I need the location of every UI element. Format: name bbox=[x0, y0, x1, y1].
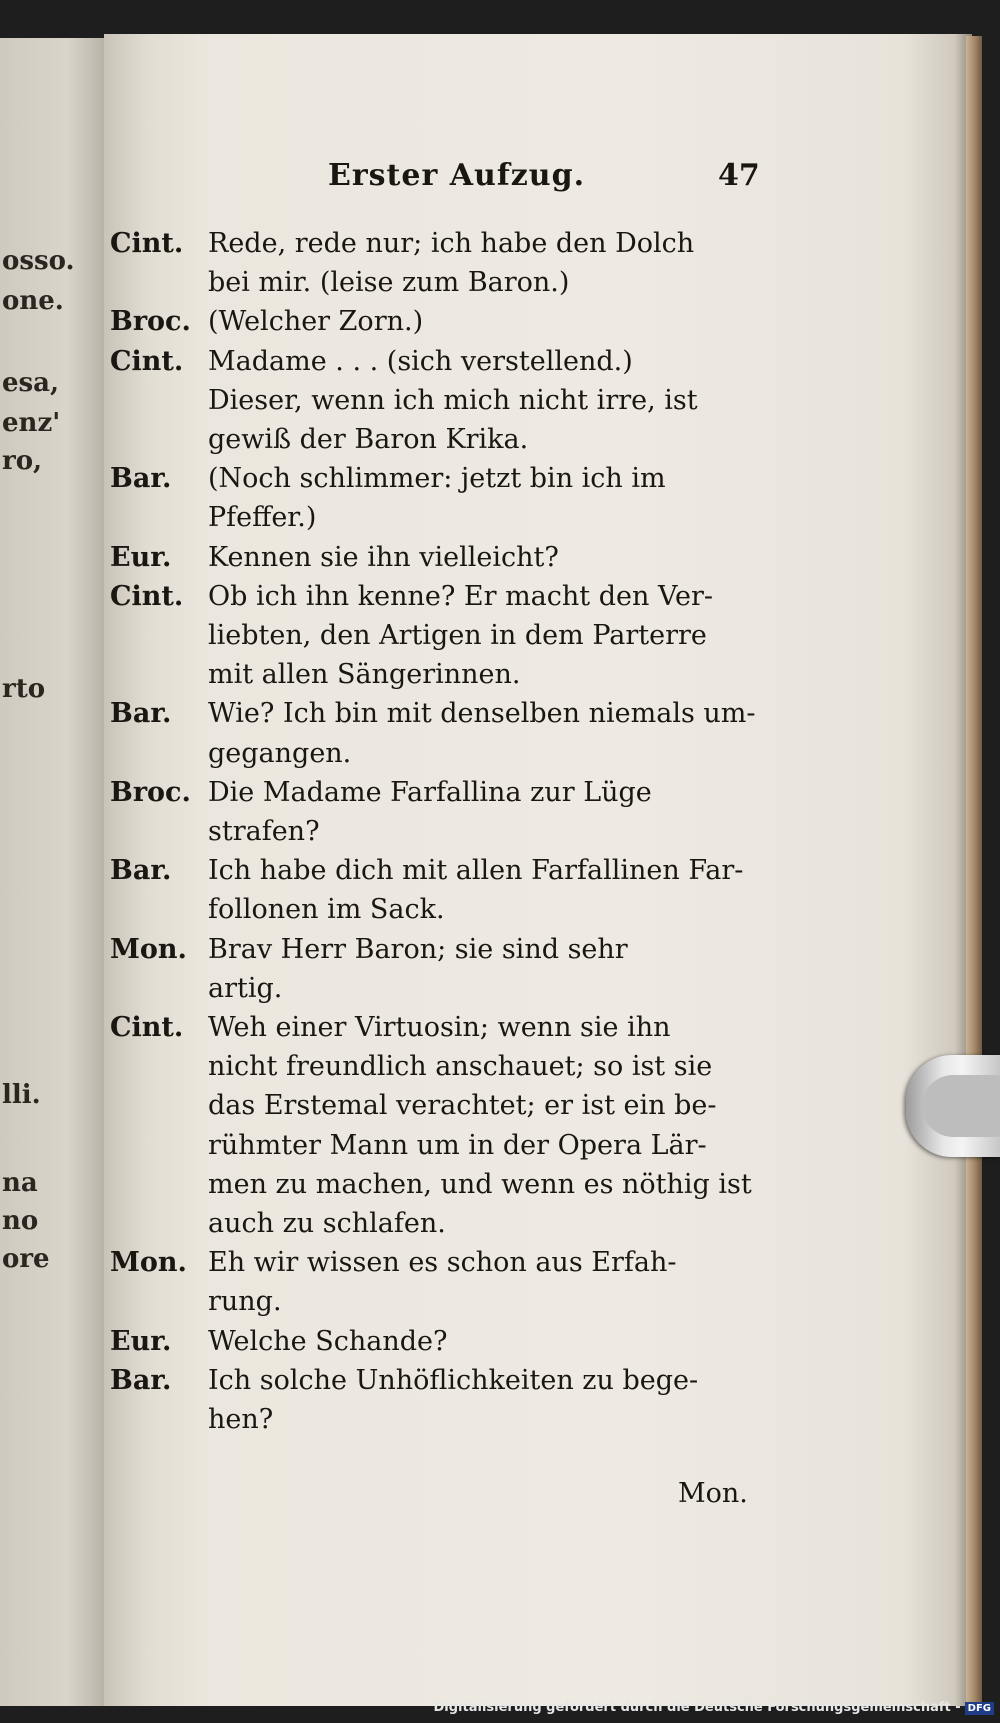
left-page-fragment: lli. bbox=[2, 1080, 41, 1110]
text-line bbox=[110, 1247, 820, 1287]
line-text: Brav Herr Baron; sie sind sehr bbox=[208, 933, 628, 965]
speaker-label: Eur. bbox=[110, 541, 172, 573]
text-line bbox=[110, 1365, 820, 1405]
line-text: Eh wir wissen es schon aus Erfah- bbox=[208, 1247, 677, 1279]
speaker-label: Mon. bbox=[110, 933, 187, 965]
text-line bbox=[110, 267, 820, 307]
left-page-fragment: enz' bbox=[2, 408, 61, 438]
text-line bbox=[110, 306, 820, 346]
text-line bbox=[110, 777, 820, 817]
speaker-label: Broc. bbox=[110, 306, 191, 338]
line-text: bei mir. (leise zum Baron.) bbox=[208, 267, 570, 299]
line-text: (Noch schlimmer: jetzt bin ich im bbox=[208, 463, 666, 495]
left-page-fragment: ore bbox=[2, 1244, 50, 1274]
catchword: Mon. bbox=[678, 1478, 748, 1509]
line-text: liebten, den Artigen in dem Parterre bbox=[208, 620, 707, 651]
text-line bbox=[110, 228, 820, 268]
text-line bbox=[110, 542, 820, 582]
line-text: das Erstemal verachtet; er ist ein be- bbox=[208, 1090, 717, 1122]
text-line bbox=[110, 894, 820, 934]
text-line bbox=[110, 698, 820, 738]
text-line bbox=[110, 934, 820, 974]
line-text: hen? bbox=[208, 1404, 274, 1435]
left-page-fragment: osso. bbox=[2, 246, 75, 276]
line-text: follonen im Sack. bbox=[208, 894, 445, 926]
line-text: Ich solche Unhöflichkeiten zu bege- bbox=[208, 1364, 699, 1396]
dfg-logo: DFG bbox=[965, 1702, 994, 1715]
speaker-label: Bar. bbox=[110, 855, 172, 887]
line-text: auch zu schlafen. bbox=[208, 1208, 446, 1239]
left-page-fragment: na bbox=[2, 1168, 38, 1198]
text-line bbox=[110, 424, 820, 464]
speaker-label: Eur. bbox=[110, 1325, 172, 1357]
left-page-fragment: no bbox=[2, 1206, 39, 1236]
line-text: Welche Schande? bbox=[208, 1325, 448, 1357]
speaker-label: Cint. bbox=[110, 1012, 184, 1043]
text-line bbox=[110, 1012, 820, 1052]
text-line bbox=[110, 816, 820, 856]
left-page-fragment: esa, bbox=[2, 368, 60, 398]
text-line bbox=[110, 973, 820, 1013]
text-line bbox=[110, 659, 820, 699]
digitization-credit bbox=[434, 1700, 995, 1715]
line-text: gegangen. bbox=[208, 737, 352, 769]
line-text: Weh einer Virtuosin; wenn sie ihn bbox=[208, 1012, 671, 1043]
speaker-label: Mon. bbox=[110, 1247, 187, 1279]
text-line bbox=[110, 1404, 820, 1444]
text-line bbox=[110, 581, 820, 621]
text-line bbox=[110, 1130, 820, 1170]
line-text: Rede, rede nur; ich habe den Dolch bbox=[208, 228, 695, 259]
speaker-label: Cint. bbox=[110, 228, 184, 259]
page-edge bbox=[966, 36, 982, 1704]
speaker-label: Cint. bbox=[110, 345, 184, 377]
line-text: artig. bbox=[208, 972, 283, 1004]
text-line bbox=[110, 738, 820, 778]
page-number: 47 bbox=[718, 158, 760, 193]
speaker-label: Cint. bbox=[110, 580, 184, 612]
speaker-label: Bar. bbox=[110, 698, 172, 730]
speaker-label: Broc. bbox=[110, 776, 191, 808]
text-line bbox=[110, 463, 820, 503]
left-page-fragment: rto bbox=[2, 674, 46, 704]
text-line bbox=[110, 1208, 820, 1248]
left-page-fragment: one. bbox=[2, 286, 64, 316]
line-text: Die Madame Farfallina zur Lüge bbox=[208, 776, 652, 808]
text-line bbox=[110, 502, 820, 542]
line-text: Madame . . . (sich verstellend.) bbox=[208, 345, 633, 377]
credit-text: Digitalisierung gefördert durch die Deutsche Forschungsgemeinschaft - bbox=[433, 1700, 961, 1715]
text-line bbox=[110, 1051, 820, 1091]
line-text: Ob ich ihn kenne? Er macht den Ver- bbox=[208, 580, 713, 612]
text-line bbox=[110, 385, 820, 425]
line-text: rung. bbox=[208, 1286, 282, 1318]
line-text: Kennen sie ihn vielleicht? bbox=[208, 541, 559, 573]
line-text: Wie? Ich bin mit denselben niemals um- bbox=[208, 698, 756, 730]
line-text: nicht freundlich anschauet; so ist sie bbox=[208, 1051, 713, 1083]
text-line bbox=[110, 1286, 820, 1326]
text-line bbox=[110, 1326, 820, 1366]
line-text: strafen? bbox=[208, 816, 320, 847]
line-text: rühmter Mann um in der Opera Lär- bbox=[208, 1129, 707, 1161]
line-text: mit allen Sängerinnen. bbox=[208, 659, 521, 691]
running-title: Erster Aufzug. bbox=[328, 158, 586, 193]
page-clip-inner bbox=[922, 1075, 1000, 1137]
text-line bbox=[110, 346, 820, 386]
line-text: gewiß der Baron Krika. bbox=[208, 424, 529, 455]
line-text: Dieser, wenn ich mich nicht irre, ist bbox=[208, 384, 698, 416]
text-line bbox=[110, 1090, 820, 1130]
text-line bbox=[110, 620, 820, 660]
line-text: Pfeffer.) bbox=[208, 502, 317, 534]
left-page-fragment: ro, bbox=[2, 446, 43, 476]
speaker-label: Bar. bbox=[110, 1364, 172, 1396]
line-text: men zu machen, und wenn es nöthig ist bbox=[208, 1168, 752, 1200]
line-text: Ich habe dich mit allen Farfallinen Far- bbox=[208, 855, 744, 887]
speaker-label: Bar. bbox=[110, 463, 172, 495]
line-text: (Welcher Zorn.) bbox=[208, 306, 424, 338]
text-line bbox=[110, 855, 820, 895]
text-line bbox=[110, 1169, 820, 1209]
